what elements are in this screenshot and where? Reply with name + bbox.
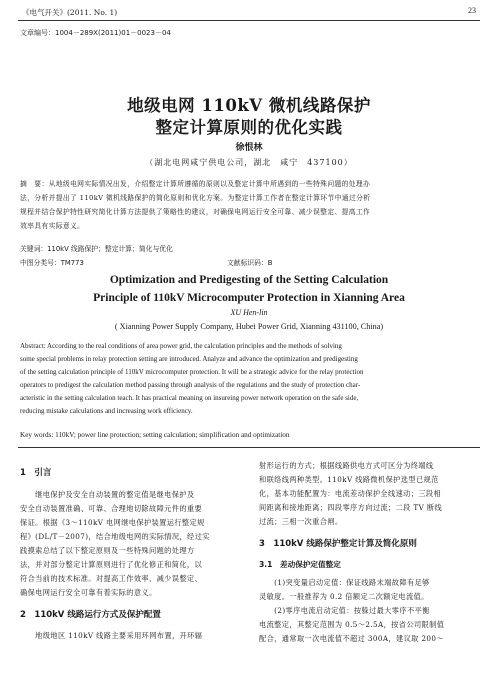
abstract-en-line: some special problems in relay protection setting are introduced. Analyze and advance the optimization and predigesting	[20, 355, 358, 363]
abstract-en-line: Abstract: According to the real conditions of area power grid, the calculation principles and the methods of solving	[20, 342, 342, 350]
section-3-title: 3 110kV 线路保护整定计算及简化原则	[259, 539, 417, 549]
article-number: 文章编号：1004－289X(2011)01－0023－04	[20, 29, 171, 37]
section-1-title: 1 引言	[20, 468, 52, 478]
journal-header: 《电气开关》(2011. No. 1)	[22, 8, 118, 17]
body-line: 确保电网运行安全可靠有着实际的意义。	[20, 588, 157, 597]
body-line: 地级地区 110kV 线路主要采用环网布置，开环辐	[20, 631, 203, 640]
body-line: 射形运行的方式；根据线路供电方式可区分为终端线	[259, 461, 434, 470]
body-line: 法，并对部分整定计算原则进行了优化修正和简化，以	[20, 560, 203, 569]
body-line: 符合当前的技术标准。对提高工作效率、减少误整定、	[20, 574, 203, 583]
author-en: XU Hen-lin	[230, 308, 268, 317]
keywords-en: Key words: 110kV; power line protection; setting calculation; simplification and optimization	[20, 431, 290, 439]
author-cn: 徐恨林	[235, 143, 263, 153]
section-2-title: 2 110kV 线路运行方式及保护配置	[20, 610, 161, 620]
abstract-cn-line: 效率具有实际意义。	[20, 222, 85, 230]
affiliation-cn: （湖北电网咸宁供电公司，湖北 咸宁 437100）	[145, 158, 353, 167]
document-code: 文献标识码：B	[227, 259, 273, 267]
title-cn-line-1: 地级电网 110kV 微机线路保护	[127, 96, 371, 115]
abstract-cn-line: 规程并结合保护特性研究简化计算方法提供了策略性的建议，对确保电网运行安全可靠、减少误整定、提高工作	[20, 208, 371, 216]
abstract-en-line: operators to predigest the calculation method passing through analysis of the regulations and the study of protection char-	[20, 381, 361, 389]
body-line: (2)零序电流启动定值：按躲过最大零序不平衡	[259, 606, 430, 615]
abstract-en-line: reducing mistake calculations and increasing work efficiency.	[20, 407, 193, 415]
body-line: 安全自动装置准确、可靠、合理地切除故障元件的重要	[20, 504, 203, 513]
abstract-en-line: of the setting calculation principle of 110kV microcomputer protection. It will be a strategic advice for the relay protection	[20, 368, 364, 376]
affiliation-en: ( Xianning Power Supply Company, Hubei Power Grid, Xianning 431100, China)	[114, 322, 384, 331]
body-line: (1)突变量启动定值：保证线路末端故障有足够	[259, 578, 430, 587]
body-line: 践摸索总结了以下整定原则及一些特殊问题的处理方	[20, 546, 195, 555]
section-3-1-title: 3.1 差动保护定值整定	[259, 560, 341, 569]
body-line: 保证。根据《3～110kV 电网继电保护装置运行整定规	[20, 518, 205, 527]
title-en-line-1: Optimization and Predigesting of the Setting Calculation	[109, 274, 389, 286]
class-number: 中图分类号：TM773	[20, 259, 84, 267]
body-line: 灵敏度。一般推荐为 0.2 倍额定二次额定电流值。	[259, 592, 429, 601]
abstract-cn-line: 摘 要：从地级电网实际情况出发，介绍整定计算所遵循的原则以及整定计算中所遇到的一些特殊问题的处理办	[20, 180, 371, 188]
body-line: 间距离和接地距离；四段零序方向过流；二段 TV 断线	[259, 503, 443, 512]
body-line: 配合，通常取一次电流值不超过 300A，建议取 200～	[259, 634, 444, 643]
body-line: 继电保护及安全自动装置的整定值是继电保护及	[20, 490, 195, 499]
page-number: 23	[468, 6, 476, 15]
header-rule	[18, 20, 480, 21]
body-line: 电流整定，其整定范围为 0.5～2.5A，按省公司限制值	[259, 620, 445, 629]
body-line: 和联络线两种类型。110kV 线路微机保护选型已规范	[259, 475, 439, 484]
body-line: 程》(DL/T－2007)，结合地级电网的实际情况，经过实	[20, 532, 210, 541]
keywords-cn: 关键词：110kV 线路保护；整定计算；简化与优化	[20, 245, 173, 253]
abstract-en-line: acteristic in the setting calculation teach. It has practical meaning on insureing power network operation on the safe side,	[20, 394, 359, 402]
body-line: 化，基本功能配置为：电流差动保护全线速动；三段相	[259, 489, 442, 498]
title-en-line-2: Principle of 110kV Microcomputer Protection in Xianning Area	[93, 292, 405, 304]
title-cn-line-2: 整定计算原则的优化实践	[155, 118, 343, 137]
abstract-cn-line: 法，分析并提出了 110kV 微机线路保护的简化原则和优化方案。为整定计算工作者在整定计算环节中通过分析	[20, 194, 371, 202]
body-line: 过流；三相一次重合闸。	[259, 517, 343, 526]
section-divider	[18, 447, 480, 448]
